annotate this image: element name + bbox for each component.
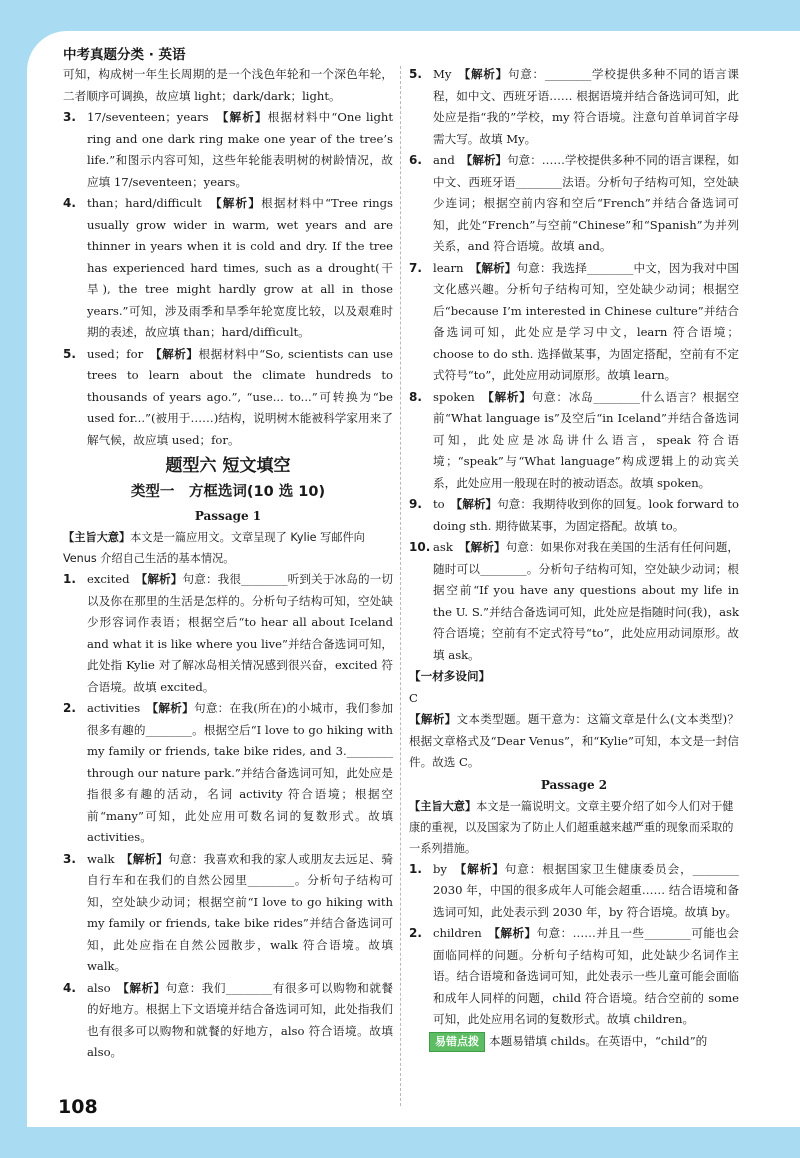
passage-1-item-3 — [63, 849, 393, 978]
passage-2-summary — [409, 796, 739, 859]
passage-1-item-2 — [63, 698, 393, 849]
item-explanation: 句意：……学校提供多种不同的语言课程，如中文、西班牙语________法语。分析句子结构可知，空处缺少连词；根据空前内容和空后“French”并结合备选词可知，此处“French”与空前“Chinese”和“Spanish”为并列关系，and 符合语境。故填 and。 — [433, 153, 739, 253]
passage-1-item-8 — [409, 387, 739, 495]
header-title: 中考真题分类 · 英语 — [63, 47, 186, 63]
continued-answer-2: 可知，构成树一年生长周期的是一个浅色年轮和一个深色年轮，二者顺序可调换，故应填 light；dark/dark；light。 — [63, 67, 393, 103]
item-explanation: 句意：在我(所在)的小城市，我们参加很多有趣的________。根据空后“I love to go hiking with my family or friends, take bike rides, and 3.________ through our nature park.”并结合备选词可知，此处应是指很多有趣的活动，名词 activity 符合语境；根据空前“many”可知，此处应用可数名词的复数形式。故填 activities。 — [87, 701, 393, 844]
item-number: 8. — [409, 389, 422, 404]
item-answer: My — [433, 67, 452, 81]
summary-label: 【主旨大意】 — [409, 799, 477, 813]
item-number: 9. — [409, 497, 422, 511]
item-explanation: 根据材料中“So, scientists can use trees to learn about the climate hundreds to thousands of years ago.”, “use... to...”可转换为“be used for...”(被用于……)结构，说明树木能被科学家用来了解气候，故应填 used；for。 — [87, 346, 393, 447]
item-explanation: 根据材料中“One light ring and one dark ring make one year of the tree’s life.”和图示内容可知，这些年轮能表明树的树龄情况，故应填 17/seventeen；years。 — [87, 110, 393, 189]
item-answer: to — [433, 497, 445, 511]
analysis-label: 【解析】 — [222, 110, 268, 124]
right-column — [409, 64, 739, 1052]
item-answer: used；for — [87, 346, 144, 361]
item-number: 3. — [63, 851, 76, 866]
type-title: 类型一 方框选词(10 选 10) — [130, 484, 326, 500]
analysis-label: 【解析】 — [487, 389, 532, 404]
item-explanation: 句意：……并且一些________可能也会面临同样的问题。分析句子结构可知，此处缺少名词作主语。结合语境和备选词可知，此处表示一些儿童可能会面临和成年人同样的问题，child 符合语境。结合空前的 some 可知，此处应用名词的复数形式。故填 children。 — [433, 926, 739, 1026]
multi-question-title: 【一材多设问】 — [409, 669, 491, 683]
analysis-label: 【解析】 — [464, 540, 506, 554]
item-number: 6. — [409, 153, 422, 167]
item-answer: walk — [87, 851, 115, 866]
passage-1-item-10 — [409, 537, 739, 666]
analysis-label: 【解析】 — [155, 346, 199, 361]
item-explanation: 句意：我喜欢和我的家人或朋友去远足、骑自行车和在我们的自然公园里________。分析句子结构可知，空处缺少动词；根据空前“I love to go hiking with my family or friends, take bike rides”并结合备选词可知，此处应指在自然公园散步，walk 符合语境。故填 walk。 — [87, 851, 393, 973]
item-explanation: 句意：________学校提供多种不同的语言课程，如中文、西班牙语…… 根据语境并结合备选词可知，此处应是指“我的”学校，my 符合语境。注意句首单词首字母需大写。故填 My。 — [433, 67, 739, 146]
item-answer: learn — [433, 260, 464, 275]
item-explanation: 句意：我选择________中文，因为我对中国文化感兴趣。分析句子结构可知，空处缺少动词；根据空后“because I’m interested in Chinese culture”并结合备选词可知，此处应是学习中文，learn 符合语境；choose to do sth. 选择做某事，为固定搭配，空前有不定式符号“to”，此处应用动词原形。故填 learn。 — [433, 260, 739, 382]
analysis-label: 【解析】 — [152, 701, 194, 715]
answer-item-3 — [63, 107, 393, 193]
item-number: 1. — [409, 861, 422, 876]
passage-2-title: Passage 2 — [540, 777, 608, 792]
error-tip — [409, 1031, 739, 1053]
error-tip-text: 本题易错填 childs。在英语中，“child”的 — [489, 1033, 708, 1048]
item-answer: 17/seventeen；years — [87, 110, 209, 124]
item-explanation: 句意：我很________听到关于冰岛的一切以及你在那里的生活是怎样的。分析句子结构可知，空处缺少形容词作表语；根据空后“to hear all about Iceland and what it is like where you live”并结合备选词可知，此处指 Kylie 对了解冰岛相关情况感到很兴奋，excited 符合语境。故填 excited。 — [87, 572, 393, 694]
item-number: 3. — [63, 110, 76, 124]
item-explanation: 句意：根据国家卫生健康委员会，________ 2030 年，中国的很多成年人可能会超重…… 结合语境和备选词可知，此处表示到 2030 年，by 符合语境。故填 by。 — [433, 861, 739, 919]
summary-text: 本文是一篇应用文。文章呈现了 Kylie 写邮件向 Venus 介绍自己生活的基本情况。 — [63, 531, 365, 565]
item-number: 1. — [63, 572, 76, 586]
analysis-label: 【解析】 — [141, 572, 183, 586]
item-answer: excited — [87, 572, 130, 586]
item-number: 4. — [63, 980, 76, 995]
answer-item-4 — [63, 193, 393, 344]
item-explanation: 句意：我们________有很多可以购物和就餐的好地方。根据上下文语境并结合备选词可知，此处指我们也有很多可以购物和就餐的好地方，also 符合语境。故填 also。 — [87, 980, 393, 1059]
item-answer: activities — [87, 701, 141, 715]
page-number: 108 — [58, 1096, 98, 1118]
item-explanation: 句意：如果你对我在美国的生活有任何问题，随时可以________。分析句子结构可知，空处缺少动词；根据空前“If you have any questions about my life in the U. S.”并结合备选词可知，此处应是指随时问(我)，ask 符合语境；空前有不定式符号“to”，此处应用动词原形。故填 ask。 — [433, 540, 739, 662]
analysis-label: 【解析】 — [126, 851, 169, 866]
item-number: 2. — [63, 701, 76, 715]
passage-1-item-4 — [63, 978, 393, 1064]
error-tip-badge: 易错点拨 — [429, 1032, 485, 1052]
item-answer: children — [433, 926, 482, 940]
summary-label: 【主旨大意】 — [63, 531, 131, 544]
multi-question-answer: C — [409, 690, 418, 705]
item-number: 2. — [409, 926, 422, 940]
left-column — [63, 64, 393, 1064]
analysis-label: 【解析】 — [460, 861, 505, 876]
item-explanation: 文本类型题。题干意为：这篇文章是什么(文本类型)？根据文章格式及“Dear Venus”，和“Kylie”可知，本文是一封信件。故选 C。 — [409, 712, 739, 769]
item-number: 4. — [63, 196, 76, 210]
passage-2-item-1 — [409, 859, 739, 924]
multi-question-explanation — [409, 709, 739, 774]
item-number: 10. — [409, 540, 431, 554]
passage-2-item-2 — [409, 923, 739, 1031]
analysis-label: 【解析】 — [466, 153, 508, 167]
passage-1-summary — [63, 527, 393, 569]
analysis-label: 【解析】 — [456, 497, 498, 511]
item-number: 7. — [409, 260, 422, 275]
passage-1-title: Passage 1 — [194, 509, 262, 523]
item-answer: spoken — [433, 389, 475, 404]
analysis-label: 【解析】 — [494, 926, 537, 940]
item-answer: and — [433, 153, 455, 167]
analysis-label: 【解析】 — [475, 260, 517, 275]
answer-item-5 — [63, 344, 393, 452]
item-explanation: 根据材料中“Tree rings usually grow wider in warm, wet years and are thinner in years when it is cold and dry. If the tree has experienced hard times, such as a drought(干旱), the tree might hardly grow at all in those years.”可知，涉及雨季和旱季年轮宽度比较，以及艰难时期的表述，故应填 than；hard/difficult。 — [87, 196, 393, 339]
column-divider — [400, 66, 401, 1106]
analysis-label: 【解析】 — [409, 712, 457, 726]
item-answer: ask — [433, 540, 453, 554]
item-answer: than；hard/difficult — [87, 196, 202, 210]
item-answer: by — [433, 861, 447, 876]
passage-1-item-7 — [409, 258, 739, 387]
section-title: 题型六 短文填空 — [165, 456, 291, 476]
analysis-label: 【解析】 — [464, 67, 508, 81]
item-answer: also — [87, 980, 111, 995]
passage-1-item-6 — [409, 150, 739, 258]
item-explanation: 句意：冰岛________什么语言？根据空前“What language is”及空后“in Iceland”并结合备选词可知，此处应是冰岛讲什么语言，speak 符合语境；“speak”与“What language”构成逻辑上的动宾关系，此处应用一般现在时的被动语态。故填 spoken。 — [433, 389, 739, 490]
item-number: 5. — [63, 346, 76, 361]
analysis-label: 【解析】 — [215, 196, 262, 210]
summary-text: 本文是一篇说明文。文章主要介绍了如今人们对于健康的重视，以及国家为了防止人们超重越来越严重的现象而采取的一系列措施。 — [409, 799, 734, 855]
item-explanation: 句意：我期待收到你的回复。look forward to doing sth. 期待做某事，为固定搭配。故填 to。 — [433, 497, 739, 533]
passage-1-item-1 — [63, 569, 393, 698]
item-number: 5. — [409, 67, 422, 81]
passage-1-item-9 — [409, 494, 739, 537]
passage-1-item-5 — [409, 64, 739, 150]
analysis-label: 【解析】 — [123, 980, 166, 995]
